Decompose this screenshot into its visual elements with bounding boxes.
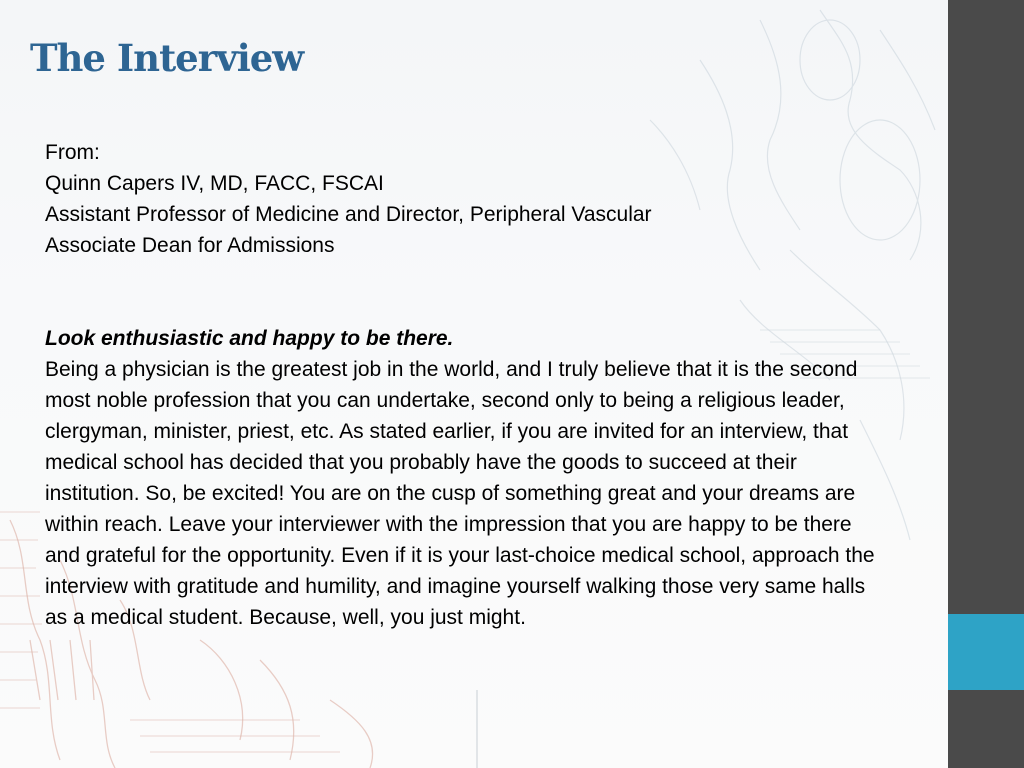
author-title-line-1: Assistant Professor of Medicine and Director, Peripheral Vascular xyxy=(45,203,652,226)
author-name: Quinn Capers IV, MD, FACC, FSCAI xyxy=(45,172,384,195)
tip-paragraph: Being a physician is the greatest job in the world, and I truly believe that it is the second most noble profession that you can undertake, second only to being a religious leader, clergyman, minister, priest, etc. As stated earlier, if you are invited for an interview, that medical school has decided that you probably have the goods to succeed at their institution. So, be excited! You are on the cusp of something great and your dreams are within reach. Leave your interviewer with the impression that you are happy to be there and grateful for the opportunity. Even if it is your last-choice medical school, approach the interview with gratitude and humility, and imagine yourself walking those very same halls as a medical student. Because, well, you just might. xyxy=(45,358,875,629)
slide-title: The Interview xyxy=(30,36,304,80)
from-label: From: xyxy=(45,141,100,164)
author-title-line-2: Associate Dean for Admissions xyxy=(45,234,335,257)
tip-heading: Look enthusiastic and happy to be there. xyxy=(45,327,454,350)
slide-body xyxy=(45,137,890,633)
paragraph-spacer xyxy=(45,261,890,323)
side-accent-block xyxy=(948,614,1024,690)
